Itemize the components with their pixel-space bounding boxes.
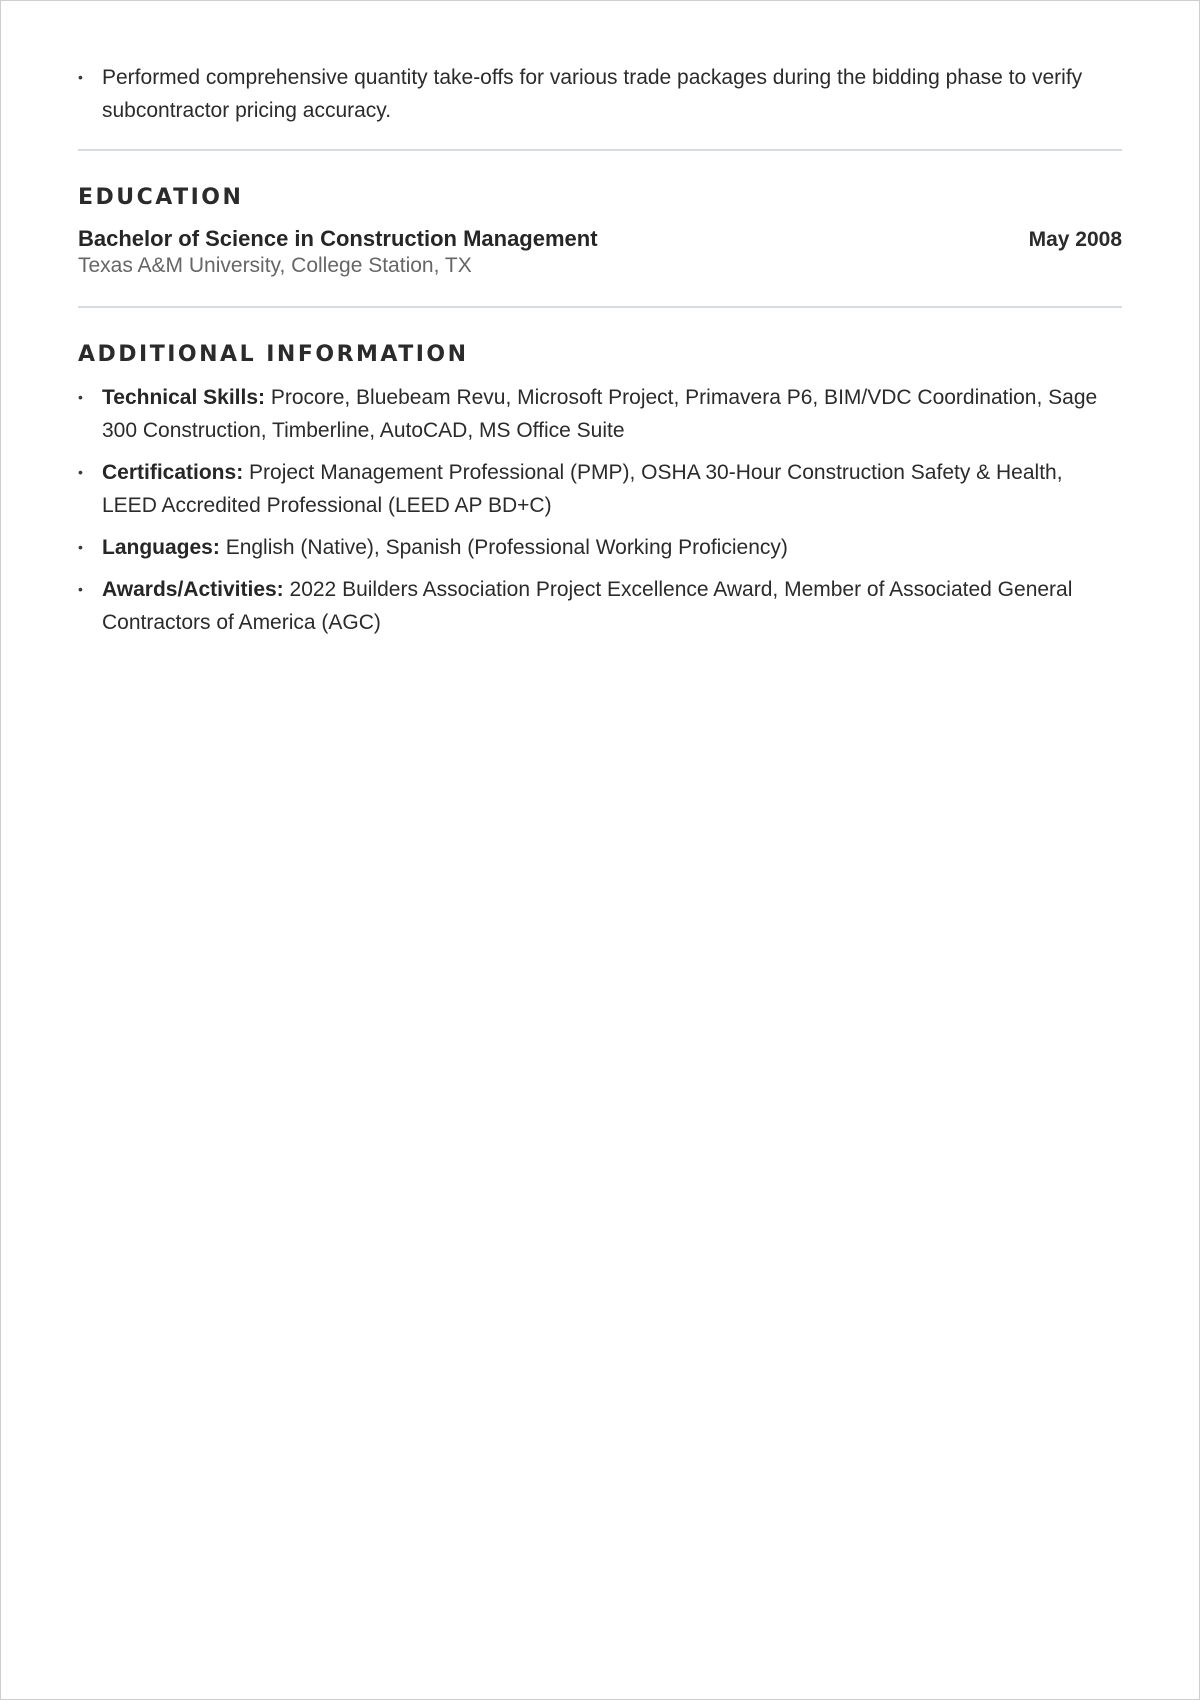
additional-item-label: Certifications: bbox=[102, 461, 244, 484]
bullet-glyph: • bbox=[78, 539, 83, 555]
additional-information-heading: ADDITIONAL INFORMATION bbox=[78, 342, 469, 367]
additional-information-list bbox=[78, 381, 1122, 639]
education-degree: Bachelor of Science in Construction Management bbox=[78, 226, 598, 251]
education-heading: EDUCATION bbox=[78, 185, 244, 210]
additional-item-label: Technical Skills: bbox=[102, 386, 266, 409]
education-school: Texas A&M University, College Station, TX bbox=[78, 254, 472, 277]
additional-item-text: English (Native), Spanish (Professional Working Proficiency) bbox=[219, 536, 788, 559]
experience-bullet-text: Performed comprehensive quantity take-offs for various trade packages during the bidding phase to verify subcontractor pricing accuracy. bbox=[102, 66, 1083, 122]
additional-information-section bbox=[78, 308, 1122, 639]
additional-item-awards-activities bbox=[78, 573, 1122, 639]
experience-bullet-list bbox=[78, 61, 1122, 127]
education-date: May 2008 bbox=[1028, 228, 1122, 251]
additional-item-label: Awards/Activities: bbox=[102, 578, 284, 601]
additional-item-technical-skills bbox=[78, 381, 1122, 447]
additional-item-text: Procore, Bluebeam Revu, Microsoft Project, Primavera P6, BIM/VDC Coordination, Sage 300 Construction, Timberline, AutoCAD, MS Office Suite bbox=[102, 386, 1098, 442]
additional-item-label: Languages: bbox=[102, 536, 220, 559]
bullet-glyph: • bbox=[78, 69, 83, 85]
additional-item-text: 2022 Builders Association Project Excellence Award, Member of Associated General Contractors of America (AGC) bbox=[102, 578, 1073, 634]
bullet-glyph: • bbox=[78, 581, 83, 597]
education-row bbox=[78, 226, 1122, 252]
education-section bbox=[78, 151, 1122, 306]
additional-item-text: Project Management Professional (PMP), OSHA 30-Hour Construction Safety & Health, LEED Accredited Professional (LEED AP BD+C) bbox=[102, 461, 1063, 517]
bullet-glyph: • bbox=[78, 389, 83, 405]
experience-bullet-item bbox=[78, 61, 1122, 127]
additional-item-certifications bbox=[78, 456, 1122, 522]
additional-item-languages bbox=[78, 531, 1122, 564]
bullet-glyph: • bbox=[78, 464, 83, 480]
